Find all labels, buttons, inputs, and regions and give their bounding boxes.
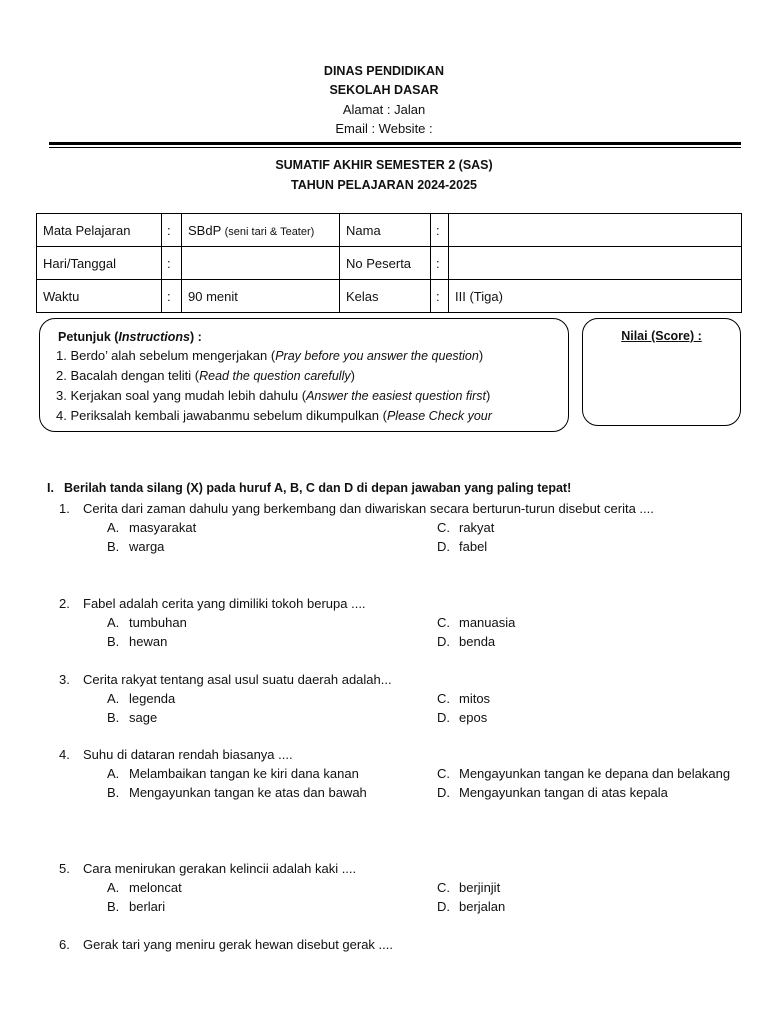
instruction-item — [56, 366, 552, 386]
instruction-text-en: Pray before you answer the question — [275, 349, 479, 363]
question-number: 1. — [59, 501, 70, 516]
option-letter: C. — [437, 880, 450, 895]
mapel-note: (seni tari & Teater) — [224, 225, 315, 238]
table-row — [37, 247, 742, 280]
colon: : — [162, 247, 182, 280]
table-row — [37, 214, 742, 247]
options-grid — [107, 613, 709, 651]
hari-label: Hari/Tanggal — [37, 247, 162, 280]
kelas-label: Kelas — [340, 280, 431, 313]
option-text: Mengayunkan tangan ke atas dan bawah — [129, 785, 367, 800]
mapel-label: Mata Pelajaran — [37, 214, 162, 247]
header-contact: Email : Website : — [335, 121, 433, 136]
option-text: berjalan — [459, 899, 506, 914]
option-c[interactable] — [437, 689, 737, 708]
nama-label: Nama — [340, 214, 431, 247]
question-5 — [59, 859, 709, 916]
option-letter: B. — [107, 710, 120, 725]
question-3 — [59, 670, 709, 727]
option-c[interactable] — [437, 613, 737, 632]
instruction-num: 4. — [56, 408, 67, 423]
question-text: Fabel adalah cerita yang dimiliki tokoh berupa .... — [83, 596, 366, 611]
option-letter: D. — [437, 785, 450, 800]
option-text: mitos — [459, 691, 491, 706]
instructions-heading — [58, 328, 552, 346]
option-text: sage — [129, 710, 158, 725]
option-text: berjinjit — [459, 880, 501, 895]
instruction-text: Kerjakan soal yang mudah lebih dahulu ( — [70, 388, 307, 403]
hari-field[interactable] — [182, 247, 340, 280]
option-text: hewan — [129, 634, 168, 649]
question-number: 5. — [59, 861, 70, 876]
option-text: legenda — [129, 691, 176, 706]
option-letter: A. — [107, 520, 120, 535]
instruction-end: ) — [478, 348, 484, 363]
section-heading — [47, 481, 571, 495]
option-text: berlari — [129, 899, 166, 914]
question-stem — [59, 935, 709, 954]
option-text: manuasia — [459, 615, 516, 630]
option-text: tumbuhan — [129, 615, 187, 630]
option-letter: D. — [437, 634, 450, 649]
options-grid — [107, 689, 709, 727]
option-letter: C. — [437, 691, 450, 706]
option-text: Mengayunkan tangan ke depana dan belakang — [459, 766, 731, 781]
colon: : — [162, 280, 182, 313]
option-a[interactable] — [107, 764, 437, 783]
instruction-num: 2. — [56, 368, 67, 383]
waktu-value: 90 menit — [182, 280, 340, 313]
option-letter: A. — [107, 880, 120, 895]
school-header — [0, 62, 768, 138]
option-c[interactable] — [437, 518, 737, 537]
kelas-value: III (Tiga) — [449, 280, 742, 313]
instruction-text: Bacalah dengan teliti ( — [70, 368, 200, 383]
option-letter: C. — [437, 615, 450, 630]
option-a[interactable] — [107, 518, 437, 537]
option-d[interactable] — [437, 897, 737, 916]
option-letter: A. — [107, 691, 120, 706]
options-grid — [107, 878, 709, 916]
option-d[interactable] — [437, 708, 737, 727]
colon: : — [431, 214, 449, 247]
option-letter: D. — [437, 539, 450, 554]
option-a[interactable] — [107, 613, 437, 632]
option-text: epos — [459, 710, 488, 725]
question-stem — [59, 745, 709, 764]
option-letter: B. — [107, 539, 120, 554]
option-c[interactable] — [437, 764, 737, 783]
question-number: 2. — [59, 596, 70, 611]
score-box — [582, 318, 741, 426]
table-row — [37, 280, 742, 313]
instruction-item — [56, 406, 552, 426]
colon: : — [431, 247, 449, 280]
instruction-end: ) — [486, 388, 491, 403]
option-letter: B. — [107, 899, 120, 914]
question-1 — [59, 499, 709, 556]
instructions-heading-prefix: Petunjuk ( — [58, 330, 119, 344]
option-letter: A. — [107, 766, 120, 781]
score-label: Nilai (Score) : — [621, 329, 702, 343]
option-b[interactable] — [107, 537, 437, 556]
option-a[interactable] — [107, 878, 437, 897]
header-school: SEKOLAH DASAR — [329, 83, 439, 97]
peserta-field[interactable] — [449, 247, 742, 280]
option-b[interactable] — [107, 897, 437, 916]
question-4 — [59, 745, 731, 802]
option-text: rakyat — [459, 520, 495, 535]
option-b[interactable] — [107, 708, 437, 727]
instruction-num: 1. — [56, 348, 67, 363]
question-text: Cerita rakyat tentang asal usul suatu daerah adalah... — [83, 672, 392, 687]
instruction-text-en: Answer the easiest question first — [306, 389, 487, 403]
option-b[interactable] — [107, 632, 437, 651]
instructions-list — [56, 346, 552, 426]
option-text: Mengayunkan tangan di atas kepala — [459, 785, 668, 800]
header-divider-thin — [49, 147, 741, 148]
question-stem — [59, 670, 709, 689]
peserta-label: No Peserta — [340, 247, 431, 280]
waktu-label: Waktu — [37, 280, 162, 313]
mapel-value-text: SBdP — [188, 222, 222, 238]
instruction-item — [56, 346, 552, 366]
question-stem — [59, 499, 709, 518]
option-text: Melambaikan tangan ke kiri dana kanan — [129, 766, 359, 781]
option-text: meloncat — [129, 880, 182, 895]
instruction-text-en: Read the question carefully — [199, 369, 351, 383]
option-letter: B. — [107, 634, 120, 649]
question-6 — [59, 935, 709, 954]
student-info-table — [36, 213, 742, 313]
option-letter: C. — [437, 520, 450, 535]
question-number: 4. — [59, 747, 70, 762]
option-letter: C. — [437, 766, 450, 781]
question-stem — [59, 859, 709, 878]
option-letter: B. — [107, 785, 120, 800]
instructions-heading-en: Instructions — [118, 330, 190, 344]
option-d[interactable] — [437, 632, 737, 651]
instruction-text: Berdo’ alah sebelum mengerjakan ( — [70, 348, 276, 363]
question-2 — [59, 594, 709, 651]
question-number: 6. — [59, 937, 70, 952]
instruction-item — [56, 386, 552, 406]
section-text: Berilah tanda silang (X) pada huruf A, B, C dan D di depan jawaban yang paling tepat! — [64, 481, 572, 495]
header-address: Alamat : Jalan — [342, 102, 426, 117]
mapel-value — [182, 214, 340, 247]
question-text: Suhu di dataran rendah biasanya .... — [83, 747, 293, 762]
instruction-text: Periksalah kembali jawabanmu sebelum dikumpulkan ( — [70, 408, 387, 423]
colon: : — [431, 280, 449, 313]
instructions-heading-suffix: ) : — [189, 330, 202, 344]
question-text: Gerak tari yang meniru gerak hewan disebut gerak .... — [83, 937, 393, 952]
question-number: 3. — [59, 672, 70, 687]
option-d[interactable] — [437, 537, 737, 556]
option-text: warga — [129, 539, 165, 554]
exam-title-line2: TAHUN PELAJARAN 2024-2025 — [291, 178, 477, 192]
option-text: benda — [459, 634, 496, 649]
instruction-text-en: Please Check your — [386, 409, 492, 423]
question-stem — [59, 594, 709, 613]
question-text: Cerita dari zaman dahulu yang berkembang dan diwariskan secara berturun-turun disebut cerita .... — [83, 501, 654, 516]
exam-title — [0, 155, 768, 195]
options-grid — [107, 518, 709, 556]
option-d[interactable] — [437, 783, 737, 802]
header-agency: DINAS PENDIDIKAN — [323, 64, 445, 78]
nama-field[interactable] — [449, 214, 742, 247]
instruction-num: 3. — [56, 388, 67, 403]
colon: : — [162, 214, 182, 247]
option-a[interactable] — [107, 689, 437, 708]
option-letter: D. — [437, 899, 450, 914]
section-number: I. — [47, 481, 54, 495]
option-b[interactable] — [107, 783, 437, 802]
instructions-box — [39, 318, 569, 432]
options-grid — [107, 764, 731, 802]
question-text: Cara menirukan gerakan kelincii adalah kaki .... — [83, 861, 357, 876]
option-c[interactable] — [437, 878, 737, 897]
instruction-end: ) — [350, 368, 355, 383]
option-text: masyarakat — [129, 520, 197, 535]
option-letter: A. — [107, 615, 120, 630]
header-divider-thick — [49, 142, 741, 145]
option-text: fabel — [459, 539, 488, 554]
exam-title-line1: SUMATIF AKHIR SEMESTER 2 (SAS) — [275, 158, 493, 172]
option-letter: D. — [437, 710, 450, 725]
